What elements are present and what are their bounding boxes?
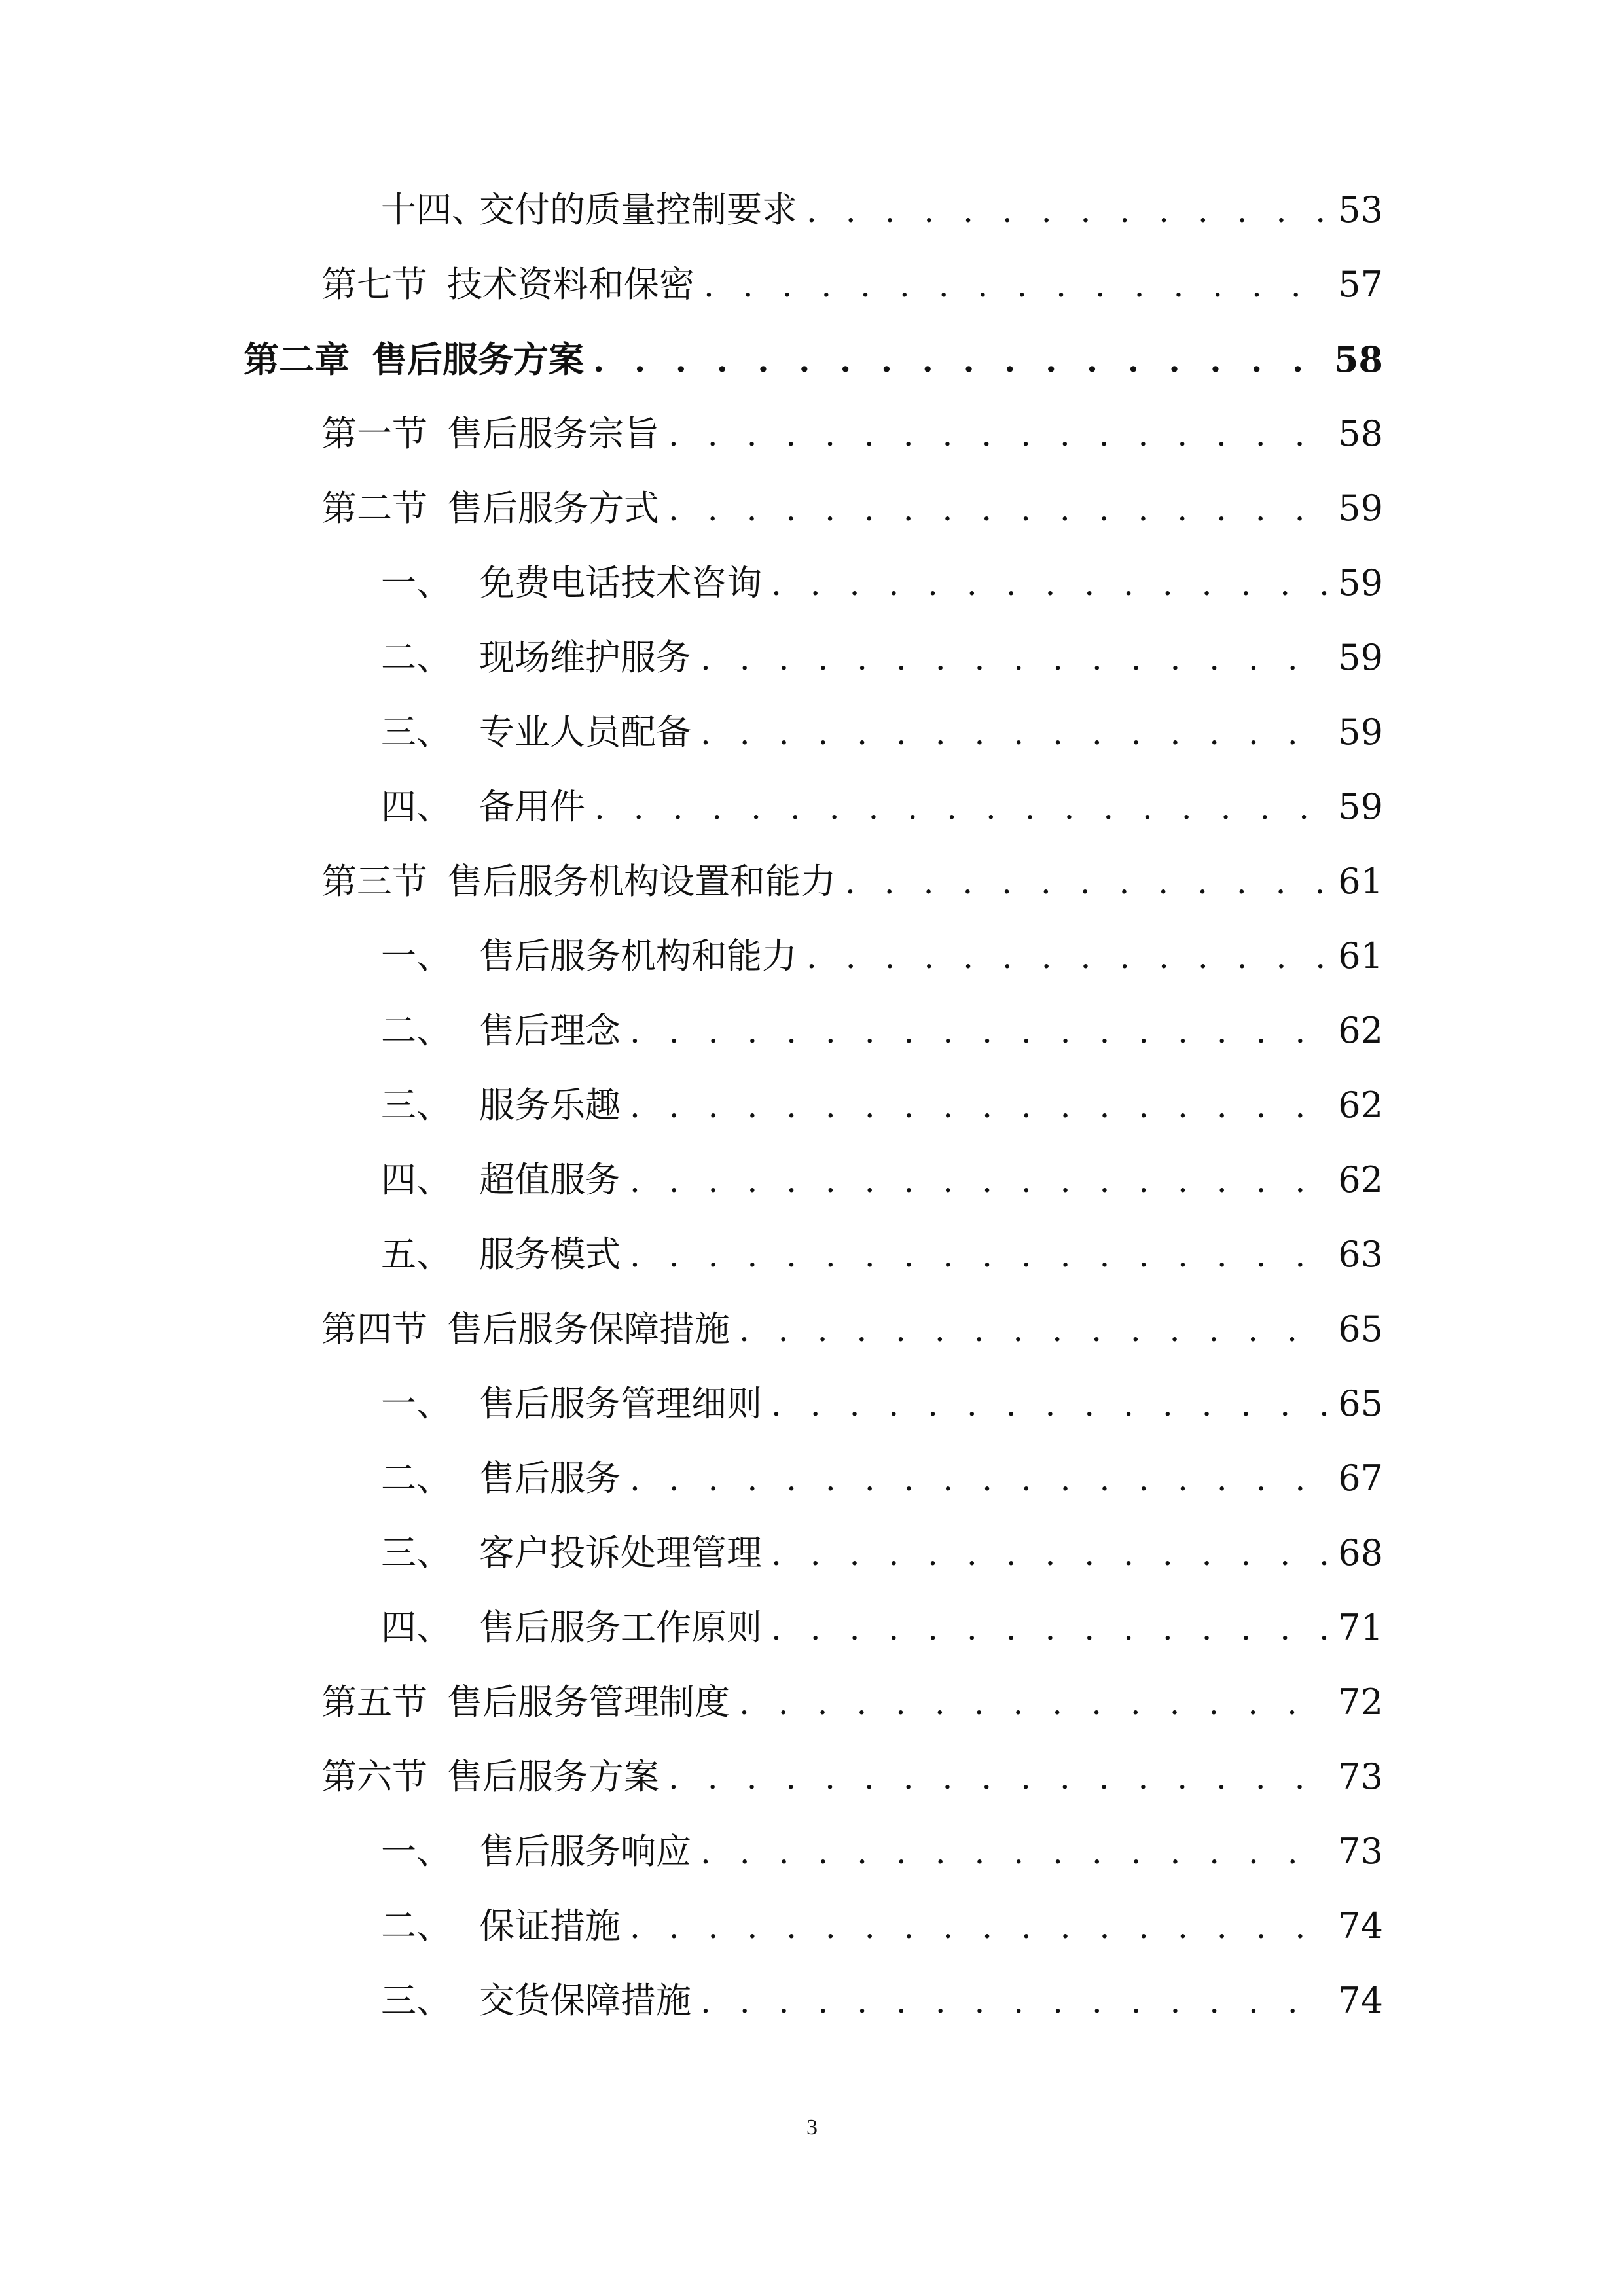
toc-entry-page: 59 — [1338, 711, 1383, 753]
toc-leader-dots — [771, 1599, 1329, 1658]
toc-leader-dots — [739, 1300, 1329, 1359]
toc-entry[interactable] — [381, 1524, 1383, 1583]
toc-entry[interactable] — [381, 1971, 1383, 2030]
toc-entry[interactable] — [381, 1076, 1383, 1135]
toc-entry-page: 58 — [1338, 413, 1383, 454]
toc-leader-dots — [771, 1375, 1329, 1434]
toc-entry[interactable] — [381, 1151, 1383, 1210]
toc-entry[interactable] — [381, 1449, 1383, 1508]
toc-entry[interactable] — [321, 852, 1383, 911]
toc-entry[interactable] — [381, 1225, 1383, 1284]
toc-entry[interactable] — [381, 1374, 1383, 1433]
toc-entry[interactable] — [381, 1822, 1383, 1881]
toc-entry-number: 十四、 — [381, 189, 487, 230]
toc-leader-dots — [771, 1524, 1329, 1583]
toc-entry-number: 三、 — [381, 1980, 452, 2021]
toc-leader-dots — [630, 1450, 1329, 1509]
toc-entry-page: 61 — [1338, 935, 1383, 977]
toc-entry-page: 59 — [1338, 786, 1383, 827]
toc-entry-page: 68 — [1338, 1532, 1383, 1573]
toc-entry-page: 65 — [1338, 1383, 1383, 1424]
toc-entry-number: 四、 — [381, 786, 452, 827]
toc-leader-dots — [630, 1151, 1329, 1210]
toc-leader-dots — [668, 1748, 1329, 1807]
toc-entry-title: 现场维护服务 — [479, 637, 691, 678]
toc-entry[interactable] — [381, 1001, 1383, 1060]
toc-entry-number: 二、 — [381, 637, 452, 678]
toc-entry-number: 三、 — [381, 711, 452, 753]
toc-entry-page: 65 — [1338, 1308, 1383, 1350]
toc-entry-page: 61 — [1338, 861, 1383, 902]
page-number: 3 — [806, 2115, 818, 2140]
toc-entry-number: 二、 — [381, 1458, 452, 1499]
toc-entry[interactable] — [381, 628, 1383, 687]
toc-entry-number: 四、 — [381, 1159, 452, 1200]
toc-leader-dots — [630, 1077, 1329, 1136]
toc-entry-number: 一、 — [381, 935, 452, 977]
toc-entry-page: 74 — [1338, 1980, 1383, 2021]
toc-entry-title: 售后服务管理制度 — [447, 1681, 730, 1723]
toc-entry-title: 售后服务响应 — [479, 1831, 691, 1872]
toc-entry-title: 售后服务宗旨 — [447, 413, 659, 454]
toc-entry-number: 第二章 — [244, 338, 350, 380]
toc-entry-title: 交付的质量控制要求 — [479, 189, 797, 230]
toc-leader-dots — [700, 1823, 1329, 1882]
toc-leader-dots — [630, 1897, 1329, 1956]
toc-entry-title: 售后服务方案 — [447, 1756, 659, 1797]
toc-entry-page: 63 — [1338, 1234, 1383, 1275]
toc-leader-dots — [594, 778, 1329, 837]
toc-entry-page: 59 — [1338, 488, 1383, 529]
toc-leader-dots — [668, 405, 1329, 464]
toc-entry-title: 售后服务方式 — [447, 488, 659, 529]
toc-leader-dots — [700, 704, 1329, 762]
toc-entry[interactable] — [381, 1598, 1383, 1657]
toc-entry-page: 57 — [1338, 264, 1383, 305]
toc-entry-page: 74 — [1338, 1905, 1383, 1946]
toc-leader-dots — [700, 629, 1329, 688]
toc-leader-dots — [593, 331, 1325, 390]
toc-entry-title: 服务模式 — [479, 1234, 621, 1275]
toc-entry-number: 二、 — [381, 1905, 452, 1946]
toc-entry-page: 59 — [1338, 637, 1383, 678]
toc-entry-title: 售后服务保障措施 — [447, 1308, 730, 1350]
toc-entry-page: 72 — [1338, 1681, 1383, 1723]
toc-leader-dots — [739, 1674, 1329, 1732]
toc-entry-number: 一、 — [381, 562, 452, 603]
toc-entry-number: 第六节 — [321, 1756, 427, 1797]
toc-entry[interactable] — [381, 927, 1383, 986]
toc-entry-title: 免费电话技术咨询 — [479, 562, 762, 603]
toc-entry-page: 62 — [1338, 1010, 1383, 1051]
toc-entry-title: 售后服务方案 — [372, 338, 584, 380]
toc-leader-dots — [630, 1226, 1329, 1285]
toc-entry-title: 客户投诉处理管理 — [479, 1532, 762, 1573]
toc-entry-number: 第七节 — [321, 264, 427, 305]
toc-entry[interactable] — [321, 404, 1383, 463]
toc-leader-dots — [668, 480, 1329, 539]
toc-entry[interactable] — [381, 778, 1383, 836]
toc-entry-page: 58 — [1333, 338, 1383, 380]
toc-leader-dots — [630, 1002, 1329, 1061]
toc-entry[interactable] — [321, 255, 1383, 314]
toc-entry-number: 三、 — [381, 1532, 452, 1573]
toc-entry-title: 备用件 — [479, 786, 585, 827]
toc-entry-title: 保证措施 — [479, 1905, 621, 1946]
toc-entry-title: 超值服务 — [479, 1159, 621, 1200]
toc-entry-page: 62 — [1338, 1159, 1383, 1200]
toc-entry-number: 五、 — [381, 1234, 452, 1275]
toc-leader-dots — [845, 853, 1329, 912]
toc-entry[interactable] — [321, 1673, 1383, 1732]
toc-entry[interactable] — [381, 181, 1383, 240]
toc-leader-dots — [704, 256, 1329, 315]
toc-entry-title: 售后服务管理细则 — [479, 1383, 762, 1424]
toc-entry-number: 第五节 — [321, 1681, 427, 1723]
toc-entry-number: 三、 — [381, 1085, 452, 1126]
toc-entry-page: 67 — [1338, 1458, 1383, 1499]
toc-leader-dots — [771, 554, 1329, 613]
toc-entry-title: 售后服务机构设置和能力 — [447, 861, 836, 902]
toc-entry-number: 一、 — [381, 1383, 452, 1424]
toc-leader-dots — [806, 181, 1329, 240]
toc-entry-number: 一、 — [381, 1831, 452, 1872]
toc-entry-page: 73 — [1338, 1831, 1383, 1872]
toc-entry-number: 第四节 — [321, 1308, 427, 1350]
toc-entry[interactable] — [321, 479, 1383, 538]
toc-entry-title: 服务乐趣 — [479, 1085, 621, 1126]
toc-entry-number: 第三节 — [321, 861, 427, 902]
toc-entry-page: 59 — [1338, 562, 1383, 603]
toc-entry-title: 售后服务机构和能力 — [479, 935, 797, 977]
toc-entry-page: 53 — [1338, 189, 1383, 230]
toc-entry[interactable] — [244, 330, 1383, 389]
toc-entry-number: 四、 — [381, 1607, 452, 1648]
toc-entry-page: 73 — [1338, 1756, 1383, 1797]
toc-entry[interactable] — [381, 554, 1383, 613]
toc-entry-number: 第二节 — [321, 488, 427, 529]
toc-entry[interactable] — [381, 703, 1383, 762]
toc-entry[interactable] — [321, 1300, 1383, 1359]
toc-entry-title: 专业人员配备 — [479, 711, 691, 753]
toc-entry-number: 二、 — [381, 1010, 452, 1051]
toc-entry-page: 62 — [1338, 1085, 1383, 1126]
toc-entry-title: 售后服务 — [479, 1458, 621, 1499]
toc-entry-page: 71 — [1338, 1607, 1383, 1648]
toc-entry[interactable] — [381, 1897, 1383, 1956]
toc-leader-dots — [700, 1972, 1329, 2031]
toc-entry[interactable] — [321, 1748, 1383, 1806]
toc-entry-number: 第一节 — [321, 413, 427, 454]
toc-entry-title: 交货保障措施 — [479, 1980, 691, 2021]
toc-entry-title: 售后理念 — [479, 1010, 621, 1051]
toc-entry-title: 售后服务工作原则 — [479, 1607, 762, 1648]
toc-entry-title: 技术资料和保密 — [447, 264, 695, 305]
toc-leader-dots — [806, 927, 1329, 986]
